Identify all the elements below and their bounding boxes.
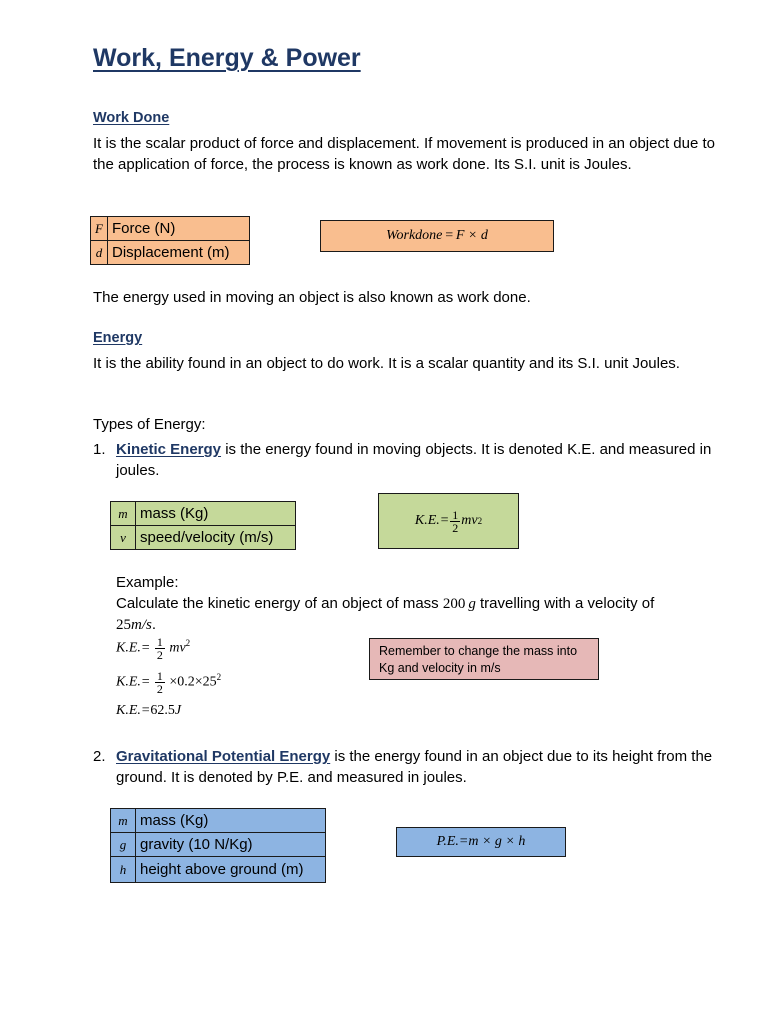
step-lhs: K.E.= xyxy=(116,640,151,656)
formula-lhs: P.E.= xyxy=(436,834,469,849)
step-lhs: K.E.= xyxy=(116,703,151,718)
step-fraction xyxy=(155,670,165,695)
step-rhs: mv xyxy=(169,640,186,656)
variable-label: mass (Kg) xyxy=(136,809,326,833)
fraction-denominator: 2 xyxy=(452,520,459,535)
potential-energy-link[interactable]: Gravitational Potential Energy xyxy=(116,748,331,765)
step-fraction xyxy=(155,636,165,661)
kinetic-energy-link[interactable]: Kinetic Energy xyxy=(116,441,222,458)
formula-eq: = xyxy=(444,228,454,243)
types-of-energy-label: Types of Energy: xyxy=(93,416,206,433)
work-formula-box xyxy=(320,220,554,252)
kinetic-variables-table xyxy=(110,501,296,550)
fraction-denominator: 2 xyxy=(156,648,163,662)
kinetic-description: is the energy found in moving objects. It is denoted K.E. and measured in joules. xyxy=(116,441,712,479)
work-variables-table xyxy=(90,216,250,265)
formula-rhs: mv xyxy=(461,513,478,528)
step-exponent: 2 xyxy=(185,638,191,649)
solution-step-3 xyxy=(116,703,181,719)
formula-rhs: F × d xyxy=(455,228,488,243)
potential-number: 2. xyxy=(93,748,106,765)
variable-label: Force (N) xyxy=(108,217,250,241)
question-text: Calculate the kinetic energy of an object of mass xyxy=(116,595,443,612)
formula-lhs: Workdone xyxy=(386,228,443,243)
table-row xyxy=(111,526,296,550)
solution-step-1 xyxy=(116,636,190,661)
energy-description: It is the ability found in an object to do work. It is a scalar quantity and its S.I. unit Joules. xyxy=(93,355,680,372)
variable-symbol: v xyxy=(111,526,136,550)
velocity-unit: m/s xyxy=(131,617,152,633)
work-done-note: The energy used in moving an object is also known as work done. xyxy=(93,289,531,306)
formula-rhs: m × g × h xyxy=(468,834,526,849)
formula-fraction xyxy=(450,509,460,534)
kinetic-number: 1. xyxy=(93,441,106,458)
fraction-denominator: 2 xyxy=(156,682,163,696)
variable-symbol: h xyxy=(111,857,136,883)
reminder-note: Remember to change the mass into Kg and velocity in m/s xyxy=(369,638,599,680)
variable-label: mass (Kg) xyxy=(136,502,296,526)
step-rhs: ×0.2×25 xyxy=(169,674,217,690)
variable-symbol: m xyxy=(111,809,136,833)
potential-paragraph xyxy=(116,746,716,788)
step-unit: J xyxy=(174,703,182,718)
potential-description: is the energy found in an object due to its height from the ground. It is denoted by P.E. and measured in joules. xyxy=(116,748,713,786)
table-row xyxy=(91,217,250,241)
kinetic-formula-box xyxy=(378,493,519,549)
formula-lhs: K.E.= xyxy=(414,513,450,528)
kinetic-paragraph xyxy=(116,439,716,481)
work-done-description: It is the scalar product of force and displacement. If movement is produced in an object due to the application of force, the process is known as work done. Its S.I. unit is Joules. xyxy=(93,135,716,173)
variable-label: gravity (10 N/Kg) xyxy=(136,833,326,857)
fraction-numerator: 1 xyxy=(156,635,163,649)
variable-symbol: F xyxy=(91,217,108,241)
solution-step-2 xyxy=(116,670,221,695)
work-done-heading: Work Done xyxy=(93,110,170,126)
table-row xyxy=(111,857,326,883)
page-title: Work, Energy & Power xyxy=(93,44,361,72)
example-velocity xyxy=(116,614,156,636)
table-row xyxy=(111,809,326,833)
fraction-numerator: 1 xyxy=(452,507,459,522)
variable-label: height above ground (m) xyxy=(136,857,326,883)
table-row xyxy=(111,833,326,857)
velocity-value: 25 xyxy=(116,617,131,633)
table-row xyxy=(91,241,250,265)
formula-exponent: 2 xyxy=(477,516,483,526)
table-row xyxy=(111,502,296,526)
energy-heading: Energy xyxy=(93,330,143,346)
fraction-numerator: 1 xyxy=(156,669,163,683)
potential-variables-table xyxy=(110,808,326,883)
variable-symbol: g xyxy=(111,833,136,857)
variable-symbol: d xyxy=(91,241,108,265)
variable-symbol: m xyxy=(111,502,136,526)
step-value: 62.5 xyxy=(150,703,175,718)
potential-formula-box xyxy=(396,827,566,857)
question-text: travelling with a velocity of xyxy=(475,595,655,612)
step-lhs: K.E.= xyxy=(116,674,151,690)
mass-value: 200 xyxy=(442,596,466,612)
example-question xyxy=(116,593,726,615)
variable-label: Displacement (m) xyxy=(108,241,250,265)
mass-unit: g xyxy=(468,596,476,612)
variable-label: speed/velocity (m/s) xyxy=(136,526,296,550)
example-label: Example: xyxy=(116,574,179,591)
period: . xyxy=(151,616,157,633)
step-exponent: 2 xyxy=(216,672,222,683)
